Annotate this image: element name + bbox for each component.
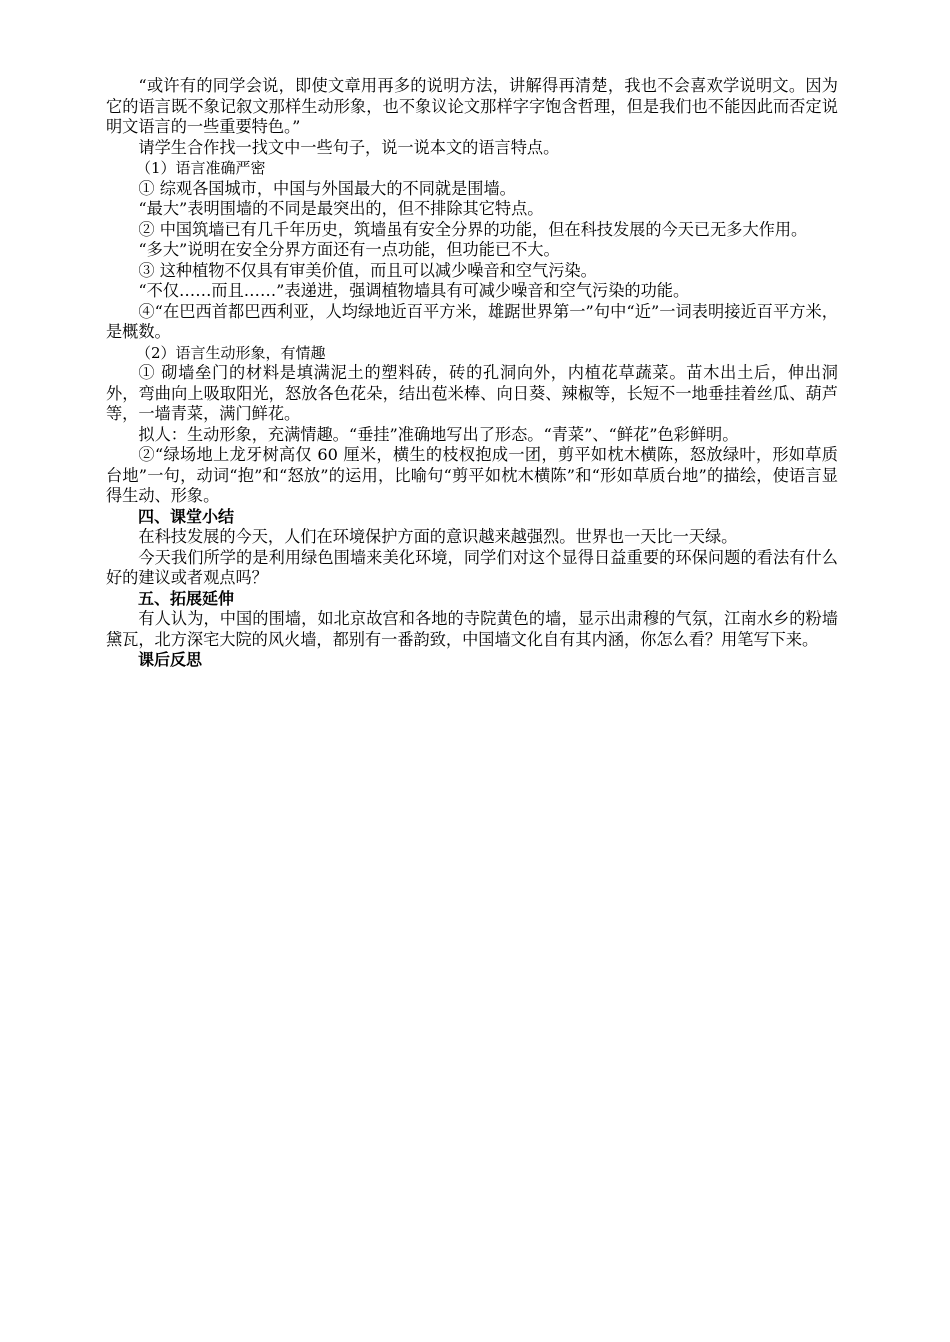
paragraph-quote: “或许有的同学会说，即使文章用再多的说明方法，讲解得再清楚，我也不会喜欢学说明文。因为它的语言既不象记叙文那样生动形象，也不象议论文那样字字饱含哲理，但是我们也不能因此而否定说明文语言的一些重要特色。”: [106, 76, 838, 136]
paragraph-summary-2: 今天我们所学的是利用绿色围墙来美化环境，同学们对这个显得日益重要的环保问题的看法有什么好的建议或者观点吗？: [106, 547, 838, 587]
paragraph-analysis-1: “最大”表明围墙的不同是最突出的，但不排除其它特点。: [138, 199, 544, 218]
subheading-vivid-language: （2）语言生动形象，有情趣: [136, 343, 326, 362]
paragraph-example-3: ③ 这种植物不仅具有审美价值，而且可以减少噪音和空气污染。: [138, 260, 597, 280]
paragraph-example-1: ① 综观各国城市，中国与外国最大的不同就是围墙。: [138, 178, 516, 198]
paragraph-summary-1: 在科技发展的今天，人们在环境保护方面的意识越来越强烈。世界也一天比一天绿。: [138, 527, 738, 546]
paragraph-task: 请学生合作找一找文中一些句子，说一说本文的语言特点。: [138, 137, 560, 157]
paragraph-example-4: ④“在巴西首都巴西利亚，人均绿地近百平方米，雄踞世界第一”句中“近”一词表明接近百平方米，是概数。: [106, 301, 838, 341]
document-body: [106, 76, 838, 671]
paragraph-example-2: ② 中国筑墙已有几千年历史，筑墙虽有安全分界的功能，但在科技发展的今天已无多大作用。: [138, 219, 808, 239]
section-heading-summary: 四、课堂小结: [138, 506, 235, 526]
paragraph-vivid-example-1: ① 砌墙垒门的材料是填满泥土的塑料砖，砖的孔洞向外，内植花草蔬菜。苗木出土后，伸出洞外，弯曲向上吸取阳光，怒放各色花朵，结出苞米棒、向日葵、辣椒等，长短不一地垂挂着丝瓜、葫芦等，一墙青菜，满门鲜花。: [106, 363, 838, 423]
paragraph-extension: 有人认为，中国的围墙，如北京故宫和各地的寺院黄色的墙，显示出肃穆的气氛，江南水乡的粉墙黛瓦，北方深宅大院的风火墙，都别有一番韵致，中国墙文化自有其内涵，你怎么看？用笔写下来。: [106, 609, 838, 649]
subheading-accurate-language: （1）语言准确严密: [136, 159, 266, 177]
paragraph-analysis-3: “不仅……而且……”表递进，强调植物墙具有可减少噪音和空气污染的功能。: [138, 281, 690, 300]
paragraph-vivid-analysis-1: 拟人：生动形象，充满情趣。“垂挂”准确地写出了形态。“青菜”、“鲜花”色彩鲜明。: [138, 424, 739, 444]
section-heading-reflection: 课后反思: [138, 650, 203, 669]
paragraph-analysis-2: “多大”说明在安全分界方面还有一点功能，但功能已不大。: [138, 240, 560, 259]
paragraph-vivid-example-2: ②“绿场地上龙牙树高仅 60 厘米，横生的枝杈抱成一团，剪平如枕木横陈，怒放绿叶，形如草质台地”一句，动词“抱”和“怒放”的运用，比喻句“剪平如枕木横陈”和“形如草质台地”的描绘，使语言显得生动、形象。: [106, 445, 838, 505]
section-heading-extension: 五、拓展延伸: [138, 588, 235, 608]
